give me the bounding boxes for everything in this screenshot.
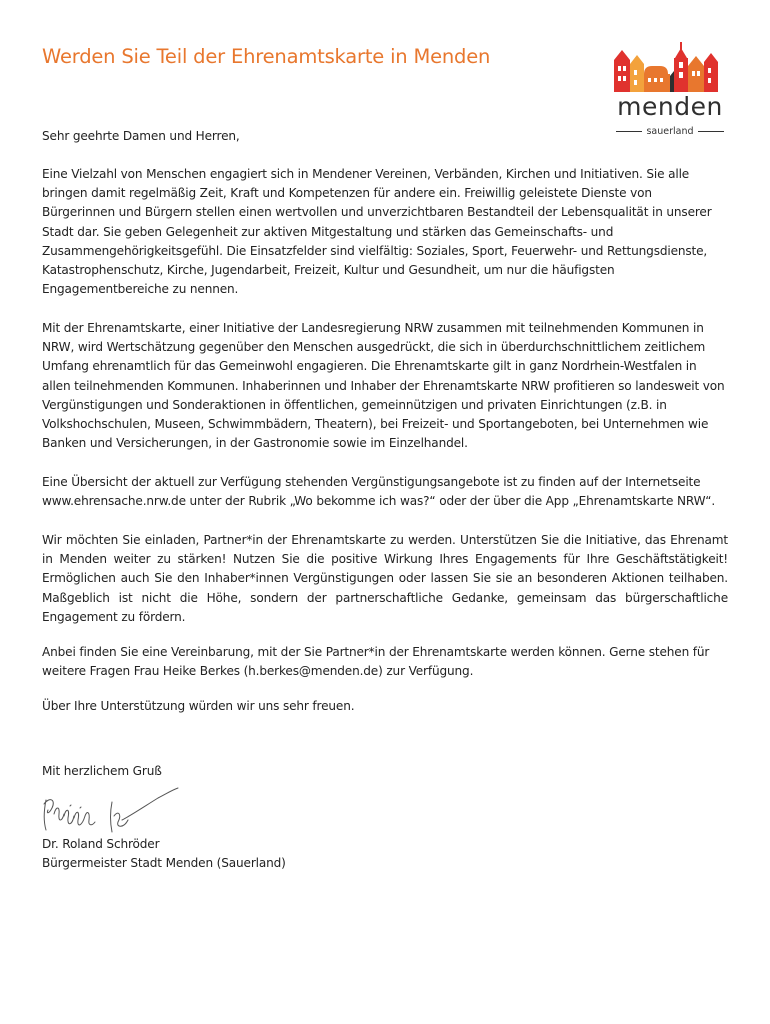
signer-title: Bürgermeister Stadt Menden (Sauerland) (42, 856, 286, 870)
signer-name: Dr. Roland Schröder (42, 837, 160, 851)
paragraph-6: Über Ihre Unterstützung würden wir uns sehr freuen. (42, 699, 355, 713)
salutation: Sehr geehrte Damen und Herren, (42, 129, 240, 143)
closing: Mit herzlichem Gruß (42, 764, 162, 778)
letter-title: Werden Sie Teil der Ehrenamtskarte in Menden (42, 45, 491, 68)
handwritten-signature (40, 786, 182, 838)
city-skyline-icon (610, 40, 730, 96)
paragraph-5: Anbei finden Sie eine Vereinbarung, mit der Sie Partner*in der Ehrenamtskarte werden können. Gerne stehen für weitere Fragen Frau Heike Berkes (h.berkes@menden.de) zur Verfügung. (42, 645, 710, 679)
menden-logo (610, 40, 730, 140)
paragraph-4: Wir möchten Sie einladen, Partner*in der Ehrenamtskarte zu werden. Unterstützen Sie die Initiative, das Ehrenamt in Menden weiter zu stärken! Nutzen Sie die positive Wirkung Ihres Engagements für Ihre Geschäftstätigkeit! Ermöglichen auch Sie den Inhaber*innen Vergünstigungen oder lassen Sie sie an besonderen Aktionen teilhaben. Maßgeblich ist nicht die Höhe, sondern der partnerschaftliche Gedanke, gemeinsam das bürgerschaftliche Engagement zu fördern. (42, 533, 728, 624)
paragraph-2: Mit der Ehrenamtskarte, einer Initiative der Landesregierung NRW zusammen mit teilnehmenden Kommunen in NRW, wird Wertschätzung gegenüber den Menschen ausgedrückt, die sich in überdurchschnittlichem zeitlichem Umfang ehrenamtlich für das Gemeinwohl engagieren. Die Ehrenamtskarte gilt in ganz Nordrhein-Westfalen in allen teilnehmenden Kommunen. Inhaberinnen und Inhaber der Ehrenamtskarte NRW profitieren so landesweit von Vergünstigungen und Sonderaktionen in öffentlichen, gemeinnützigen und privaten Einrichtungen (z.B. in Volkshochschulen, Museen, Schwimmbädern, Theatern), bei Freizeit- und Sportangeboten, bei Unternehmen wie Banken und Versicherungen, in der Gastronomie sowie im Einzelhandel. (42, 321, 725, 451)
logo-wordmark: menden (617, 92, 723, 121)
paragraph-1: Eine Vielzahl von Menschen engagiert sich in Mendener Vereinen, Verbänden, Kirchen und Initiativen. Sie alle bringen damit regelmäßig Zeit, Kraft und Kompetenzen für andere ein. Freiwillig geleistete Dienste von Bürgerinnen und Bürgern stellen einen wertvollen und unverzichtbaren Bestandteil der Lebensqualität in unserer Stadt dar. Sie geben Gelegenheit zur aktiven Mitgestaltung und stärken das Gemeinschafts- und Zusammengehörigkeitsgefühl. Die Einsatzfelder sind vielfältig: Soziales, Sport, Feuerwehr- und Rettungsdienste, Katastrophenschutz, Kirche, Jugendarbeit, Freizeit, Kultur und Gesundheit, um nur die häufigsten Engagementbereiche zu nennen. (42, 167, 712, 297)
paragraph-3: Eine Übersicht der aktuell zur Verfügung stehenden Vergünstigungsangebote ist zu finden auf der Internetseite www.ehrensache.nrw.de unter der Rubrik „Wo bekomme ich was?“ oder der über die App „Ehrenamtskarte NRW“. (42, 475, 716, 509)
logo-subtitle: sauerland (646, 125, 694, 137)
